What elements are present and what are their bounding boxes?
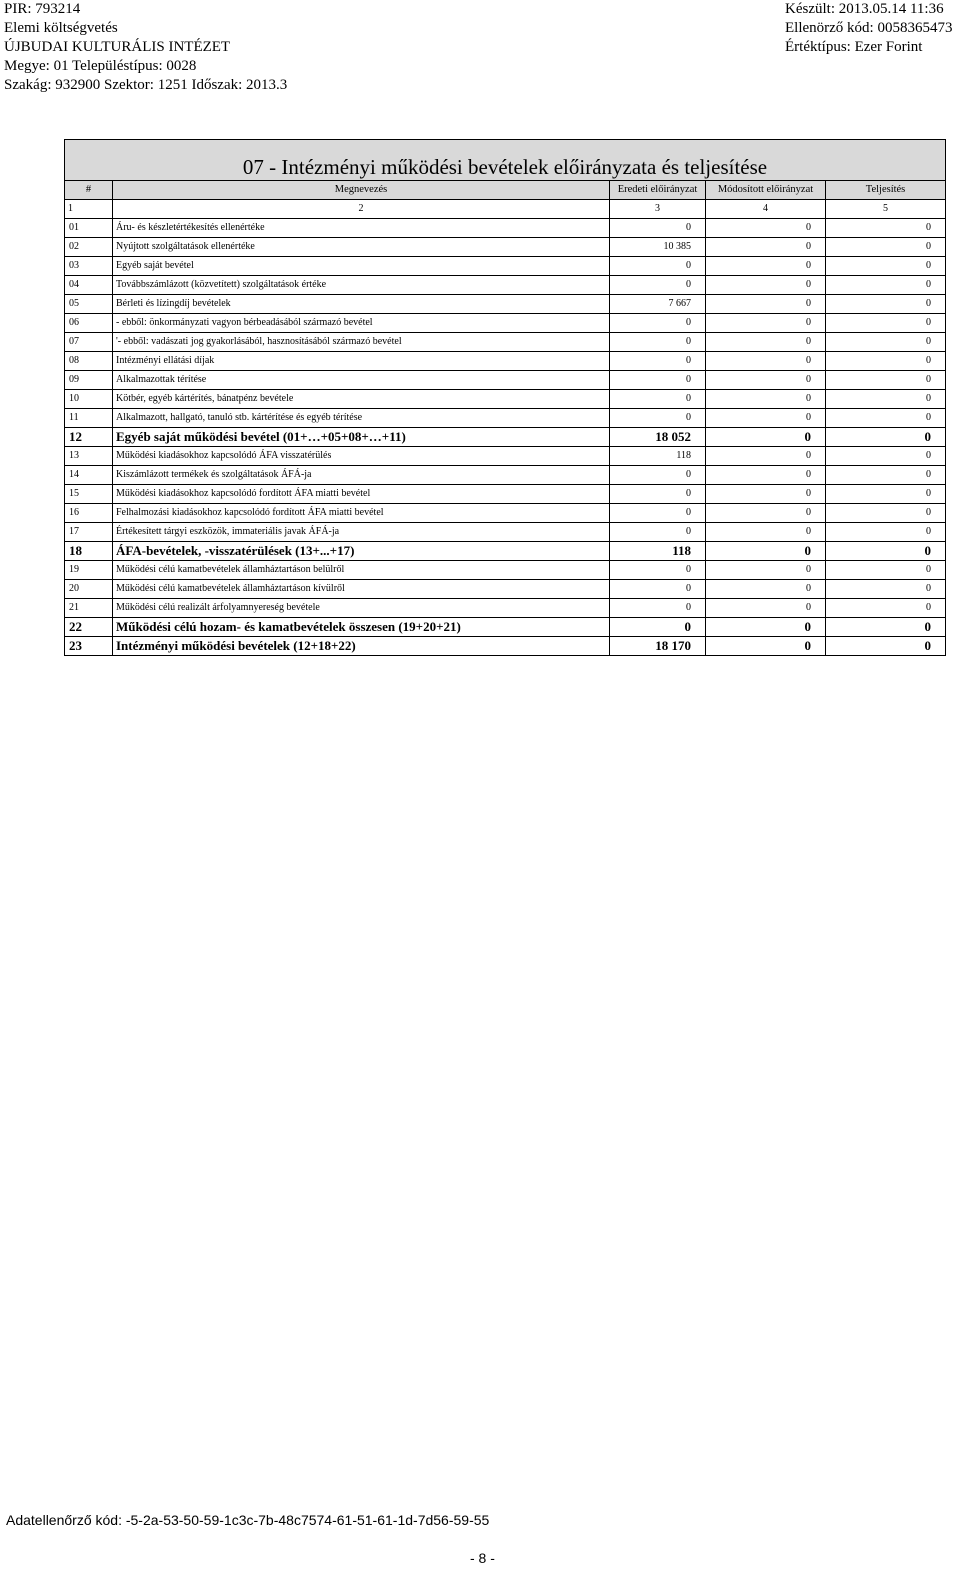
- row-modified-value: 0: [706, 219, 826, 238]
- row-original-value: 10 385: [610, 238, 706, 257]
- row-original-value: 7 667: [610, 295, 706, 314]
- row-modified-value: 0: [706, 637, 826, 656]
- row-modified-value: 0: [706, 276, 826, 295]
- row-original-value: 0: [610, 485, 706, 504]
- row-actual-value: 0: [826, 542, 946, 561]
- row-modified-value: 0: [706, 618, 826, 637]
- row-actual-value: 0: [826, 599, 946, 618]
- table-row: [65, 371, 946, 390]
- column-header-row: [65, 181, 946, 200]
- row-number: 07: [65, 333, 113, 352]
- row-name: Bérleti és lízingdíj bevételek: [113, 295, 610, 314]
- row-name: Alkalmazottak térítése: [113, 371, 610, 390]
- row-actual-value: 0: [826, 295, 946, 314]
- table-row: [65, 219, 946, 238]
- row-name: Intézményi ellátási díjak: [113, 352, 610, 371]
- row-original-value: 0: [610, 314, 706, 333]
- row-number: 05: [65, 295, 113, 314]
- row-modified-value: 0: [706, 599, 826, 618]
- row-modified-value: 0: [706, 409, 826, 428]
- row-actual-value: 0: [826, 352, 946, 371]
- row-original-value: 0: [610, 333, 706, 352]
- header-right: [785, 0, 952, 57]
- row-original-value: 0: [610, 257, 706, 276]
- row-number: 04: [65, 276, 113, 295]
- row-name: Működési kiadásokhoz kapcsolódó fordított ÁFA miatti bevétel: [113, 485, 610, 504]
- row-modified-value: 0: [706, 580, 826, 599]
- row-name: Alkalmazott, hallgató, tanuló stb. kártérítése és egyéb térítése: [113, 409, 610, 428]
- row-actual-value: 0: [826, 276, 946, 295]
- row-number: 08: [65, 352, 113, 371]
- row-actual-value: 0: [826, 219, 946, 238]
- row-name: - ebből: önkormányzati vagyon bérbeadásából származó bevétel: [113, 314, 610, 333]
- row-number: 02: [65, 238, 113, 257]
- row-original-value: 0: [610, 618, 706, 637]
- column-number-row: [65, 200, 946, 219]
- check-code: Ellenörző kód: 0058365473: [785, 20, 953, 36]
- row-number: 12: [65, 428, 113, 447]
- row-modified-value: 0: [706, 238, 826, 257]
- row-modified-value: 0: [706, 314, 826, 333]
- column-header-actual: Teljesítés: [826, 181, 946, 200]
- created-timestamp: Készült: 2013.05.14 11:36: [785, 1, 944, 17]
- row-modified-value: 0: [706, 371, 826, 390]
- row-actual-value: 0: [826, 561, 946, 580]
- row-actual-value: 0: [826, 466, 946, 485]
- row-name: '- ebből: vadászati jog gyakorlásából, hasznosításából származó bevétel: [113, 333, 610, 352]
- row-name: Kötbér, egyéb kártérítés, bánatpénz bevétele: [113, 390, 610, 409]
- row-modified-value: 0: [706, 447, 826, 466]
- table-row: [65, 618, 946, 637]
- table-row: [65, 523, 946, 542]
- row-name: ÁFA-bevételek, -visszatérülések (13+...+17): [113, 542, 610, 561]
- column-number: 3: [610, 200, 706, 219]
- row-original-value: 0: [610, 466, 706, 485]
- row-original-value: 118: [610, 542, 706, 561]
- row-modified-value: 0: [706, 466, 826, 485]
- document-type: Elemi költségvetés: [4, 20, 118, 36]
- row-actual-value: 0: [826, 485, 946, 504]
- row-modified-value: 0: [706, 257, 826, 276]
- row-modified-value: 0: [706, 504, 826, 523]
- row-original-value: 0: [610, 561, 706, 580]
- row-actual-value: 0: [826, 238, 946, 257]
- row-actual-value: 0: [826, 333, 946, 352]
- column-header-index: #: [65, 181, 113, 200]
- row-actual-value: 0: [826, 504, 946, 523]
- row-modified-value: 0: [706, 428, 826, 447]
- county-line: Megye: 01 Településtípus: 0028: [4, 58, 197, 74]
- row-original-value: 0: [610, 580, 706, 599]
- row-modified-value: 0: [706, 333, 826, 352]
- row-name: Továbbszámlázott (közvetített) szolgáltatások értéke: [113, 276, 610, 295]
- report-table: [64, 139, 946, 656]
- row-actual-value: 0: [826, 371, 946, 390]
- column-number: 2: [113, 200, 610, 219]
- column-header-modified: Módosított előirányzat: [706, 181, 826, 200]
- row-actual-value: 0: [826, 618, 946, 637]
- table-row: [65, 447, 946, 466]
- row-original-value: 0: [610, 599, 706, 618]
- row-name: Működési célú kamatbevételek államháztartáson kívülről: [113, 580, 610, 599]
- row-name: Egyéb saját bevétel: [113, 257, 610, 276]
- row-original-value: 0: [610, 409, 706, 428]
- table-row: [65, 333, 946, 352]
- row-number: 01: [65, 219, 113, 238]
- row-number: 06: [65, 314, 113, 333]
- row-name: Működési kiadásokhoz kapcsolódó ÁFA visszatérülés: [113, 447, 610, 466]
- row-number: 23: [65, 637, 113, 656]
- row-number: 19: [65, 561, 113, 580]
- column-number: 1: [65, 200, 113, 219]
- table-row: [65, 352, 946, 371]
- row-original-value: 0: [610, 352, 706, 371]
- row-original-value: 18 052: [610, 428, 706, 447]
- table-row: [65, 485, 946, 504]
- row-number: 15: [65, 485, 113, 504]
- row-modified-value: 0: [706, 561, 826, 580]
- row-original-value: 118: [610, 447, 706, 466]
- row-actual-value: 0: [826, 409, 946, 428]
- row-modified-value: 0: [706, 542, 826, 561]
- row-original-value: 0: [610, 276, 706, 295]
- row-actual-value: 0: [826, 257, 946, 276]
- row-actual-value: 0: [826, 390, 946, 409]
- table-row: [65, 542, 946, 561]
- table-row: [65, 295, 946, 314]
- row-actual-value: 0: [826, 523, 946, 542]
- row-name: Egyéb saját működési bevétel (01+…+05+08+…+11): [113, 428, 610, 447]
- row-number: 03: [65, 257, 113, 276]
- column-number: 5: [826, 200, 946, 219]
- row-name: Felhalmozási kiadásokhoz kapcsolódó fordított ÁFA miatti bevétel: [113, 504, 610, 523]
- row-name: Működési célú hozam- és kamatbevételek összesen (19+20+21): [113, 618, 610, 637]
- table-row: [65, 599, 946, 618]
- table-row: [65, 314, 946, 333]
- column-number: 4: [706, 200, 826, 219]
- row-modified-value: 0: [706, 352, 826, 371]
- row-actual-value: 0: [826, 580, 946, 599]
- table-row: [65, 561, 946, 580]
- table-row: [65, 238, 946, 257]
- header-left: [4, 0, 287, 95]
- row-name: Működési célú kamatbevételek államháztartáson belülről: [113, 561, 610, 580]
- table-row: [65, 428, 946, 447]
- pir-line: PIR: 793214: [4, 1, 81, 17]
- table-row: [65, 409, 946, 428]
- table-row: [65, 580, 946, 599]
- table-row: [65, 276, 946, 295]
- column-header-name: Megnevezés: [113, 181, 610, 200]
- row-name: Kiszámlázott termékek és szolgáltatások ÁFÁ-ja: [113, 466, 610, 485]
- row-original-value: 0: [610, 219, 706, 238]
- row-number: 16: [65, 504, 113, 523]
- row-modified-value: 0: [706, 390, 826, 409]
- row-name: Nyújtott szolgáltatások ellenértéke: [113, 238, 610, 257]
- row-original-value: 0: [610, 390, 706, 409]
- row-modified-value: 0: [706, 485, 826, 504]
- row-original-value: 0: [610, 504, 706, 523]
- table-row: [65, 390, 946, 409]
- row-number: 14: [65, 466, 113, 485]
- row-number: 17: [65, 523, 113, 542]
- row-modified-value: 0: [706, 295, 826, 314]
- row-number: 13: [65, 447, 113, 466]
- table-title-row: [65, 140, 946, 181]
- row-number: 22: [65, 618, 113, 637]
- column-header-original: Eredeti előirányzat: [610, 181, 706, 200]
- table-title: 07 - Intézményi működési bevételek előirányzata és teljesítése: [65, 140, 946, 181]
- table-row: [65, 637, 946, 656]
- table-row: [65, 466, 946, 485]
- row-modified-value: 0: [706, 523, 826, 542]
- page-number: - 8 -: [470, 1550, 495, 1566]
- row-number: 20: [65, 580, 113, 599]
- row-number: 11: [65, 409, 113, 428]
- row-actual-value: 0: [826, 428, 946, 447]
- row-name: Áru- és készletértékesítés ellenértéke: [113, 219, 610, 238]
- row-original-value: 18 170: [610, 637, 706, 656]
- row-name: Működési célú realizált árfolyamnyereség bevétele: [113, 599, 610, 618]
- table-row: [65, 257, 946, 276]
- row-original-value: 0: [610, 523, 706, 542]
- row-number: 10: [65, 390, 113, 409]
- row-actual-value: 0: [826, 314, 946, 333]
- row-number: 09: [65, 371, 113, 390]
- row-original-value: 0: [610, 371, 706, 390]
- sector-line: Szakág: 932900 Szektor: 1251 Időszak: 2013.3: [4, 77, 288, 93]
- row-actual-value: 0: [826, 637, 946, 656]
- row-name: Értékesített tárgyi eszközök, immateriális javak ÁFÁ-ja: [113, 523, 610, 542]
- row-number: 18: [65, 542, 113, 561]
- institution-name: ÚJBUDAI KULTURÁLIS INTÉZET: [4, 39, 231, 55]
- row-name: Intézményi működési bevételek (12+18+22): [113, 637, 610, 656]
- table-row: [65, 504, 946, 523]
- row-actual-value: 0: [826, 447, 946, 466]
- value-type: Értéktípus: Ezer Forint: [785, 39, 923, 55]
- row-number: 21: [65, 599, 113, 618]
- data-control-code: Adatellenőrző kód: -5-2a-53-50-59-1c3c-7b-48c7574-61-51-61-1d-7d56-59-55: [6, 1512, 490, 1528]
